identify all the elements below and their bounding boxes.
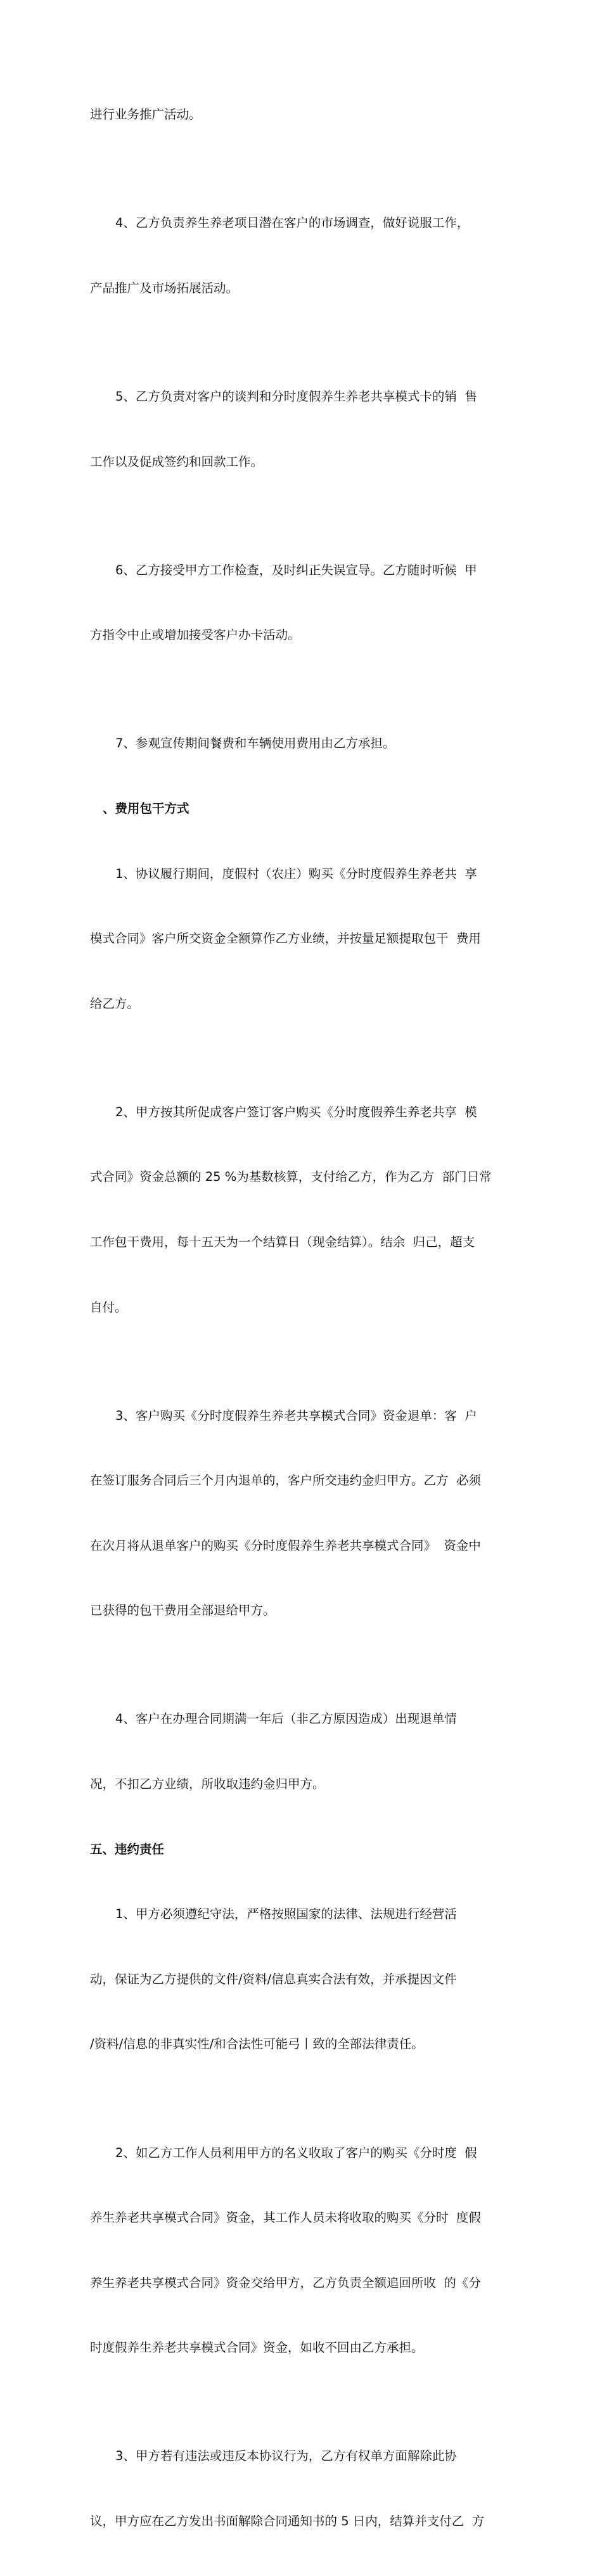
breach-paragraph-3: [90, 2402, 521, 2576]
fee-paragraph-2: [90, 1058, 521, 1362]
text-line: 议，甲方应在乙方发出书面解除合同通知书的 5 日内，结算并支付乙 方: [90, 2513, 485, 2528]
fee-paragraph-3: [90, 1362, 521, 1665]
text-line: 给乙方。: [90, 996, 140, 1011]
text-line: 况，不扣乙方业绩，所收取违约金归甲方。: [90, 1777, 325, 1792]
text-line: 进行业务推广活动。: [90, 107, 202, 122]
text-line: 已获得的包干费用全部退给甲方。: [90, 1603, 276, 1618]
text-line: 3、甲方若有违法或违反本协议行为，乙方有权单方面解除此协: [115, 2449, 457, 2464]
text-line: 工作以及促成签约和回款工作。: [90, 454, 264, 469]
text-line: 2、甲方按其所促成客户签订客户购买《分时度假养生养老共享 模: [115, 1104, 477, 1119]
text-line: 5、乙方负责对客户的谈判和分时度假养生养老共享模式卡的销 售: [115, 389, 477, 404]
breach-paragraph-1: [90, 1860, 521, 2099]
section-heading-breach: 五、违约责任: [90, 1841, 165, 1857]
text-line: 模式合同》客户所交资金全额算作乙方业绩，并按量足额提取包干 费用: [90, 931, 481, 946]
fee-paragraph-4: [90, 1665, 521, 1839]
text-line: 工作包干费用，每十五天为一个结算日（现金结算）。结余 归己，超支: [90, 1234, 475, 1249]
text-line: 1、协议履行期间，度假村（农庄）购买《分时度假养生养老共 享: [115, 866, 477, 881]
text-line: 时度假养生养老共享模式合同》资金，如收不回由乙方承担。: [90, 2340, 424, 2355]
paragraph-item-6: [90, 516, 521, 690]
document-body: [90, 61, 521, 2576]
text-line: 6、乙方接受甲方工作检查，及时纠正失误宣导。乙方随时听候 甲: [115, 562, 477, 577]
breach-paragraph-2: [90, 2099, 521, 2402]
text-line: 7、参观宣传期间餐费和车辆使用费用由乙方承担。: [115, 736, 395, 751]
text-line: 4、乙方负责养生养老项目潜在客户的市场调查，做好说服工作，: [115, 216, 470, 231]
paragraph-continuation: [90, 61, 521, 169]
text-line: 养生养老共享模式合同》资金交给甲方，乙方负责全额追回所收 的《分: [90, 2275, 481, 2290]
paragraph-item-5: [90, 343, 521, 517]
text-line: 动，保证为乙方提供的文件/资料/信息真实合法有效，并承提因文件: [90, 1971, 457, 1987]
text-line: 3、客户购买《分时度假养生养老共享模式合同》资金退单：客 户: [115, 1408, 477, 1423]
fee-paragraph-1: [90, 820, 521, 1058]
text-line: 方指令中止或增加接受客户办卡活动。: [90, 628, 300, 643]
paragraph-item-7: [90, 690, 521, 798]
text-line: 1、甲方必须遵纪守法，严格按照国家的法律、法规进行经营活: [115, 1907, 457, 1922]
text-line: /资料/信息的非真实性/和合法性可能弓丨致的全部法律责任。: [90, 2037, 424, 2052]
text-line: 4、客户在办理合同期满一年后（非乙方原因造成）出现退单情: [115, 1711, 457, 1727]
text-line: 2、如乙方工作人员利用甲方的名义收取了客户的购买《分时度 假: [115, 2145, 477, 2160]
section-heading-fee: 、费用包干方式: [103, 801, 189, 816]
text-line: 自付。: [90, 1299, 127, 1315]
text-line: 在次月将从退单客户的购买《分时度假养生养老共享模式合同》 资金中: [90, 1538, 481, 1553]
text-line: 式合同》资金总额的 25 %为基数核算，支付给乙方，作为乙方 部门日常: [90, 1169, 492, 1185]
text-line: 产品推广及市场拓展活动。: [90, 281, 239, 296]
text-line: 养生养老共享模式合同》资金，其工作人员未将收取的购买《分时 度假: [90, 2210, 481, 2225]
text-line: 在签订服务合同后三个月内退单的，客户所交违约金归甲方。乙方 必须: [90, 1473, 481, 1488]
paragraph-item-4: [90, 169, 521, 343]
